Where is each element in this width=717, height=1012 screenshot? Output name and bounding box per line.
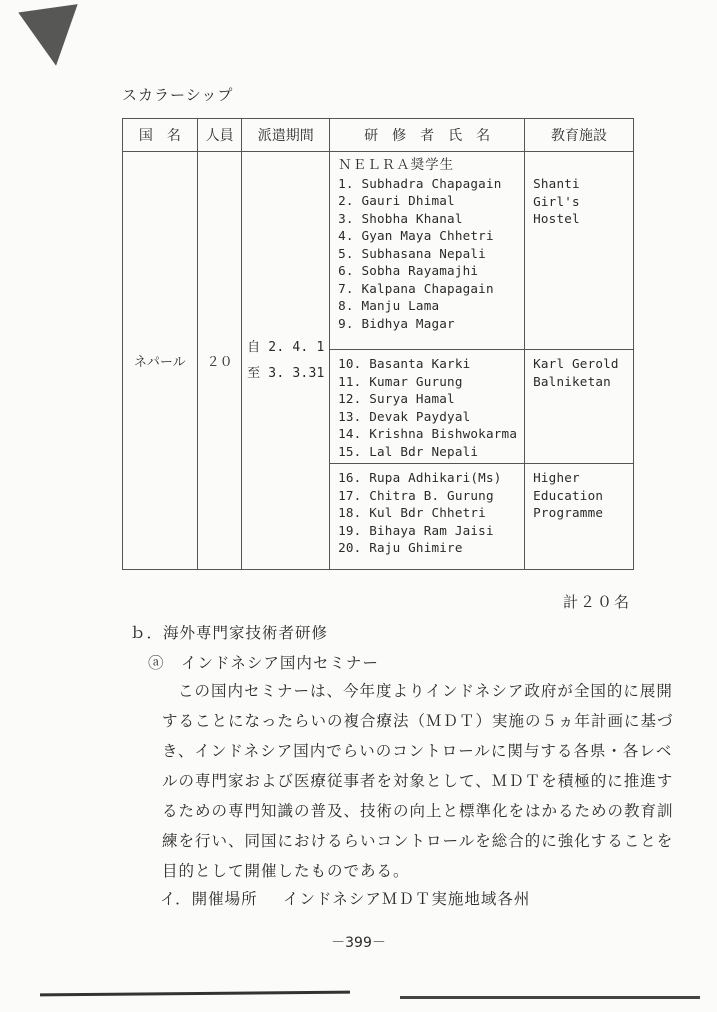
list-item: 6. Sobha Rayamajhi [338,263,479,278]
table-row [123,152,634,350]
header-period: 派遣期間 [242,119,330,152]
list-item: 3. Shobha Khanal [338,210,463,226]
list-item: 12. Surya Hamal [338,391,455,406]
institution-line: Shanti [533,176,580,191]
header-institution: 教育施設 [525,119,634,152]
institution-cell [525,464,634,570]
paragraph-line: ルの専門家および医療従事者を対象として、ＭＤＴを積極的に推進す [162,772,674,790]
total-count: 計２０名 [562,593,631,611]
list-item: 5. Subhasana Nepali [338,245,486,261]
list-item: 15. Lal Bdr Nepali [338,443,479,459]
header-names: 研 修 者 氏 名 [330,119,525,152]
section-title: スカラーシップ [122,86,234,104]
list-item: 2. Gauri Dhimal [338,193,455,208]
corner-scan-mark [18,4,85,70]
list-item: 8. Manju Lama [338,298,440,313]
names-cell [330,152,525,350]
institution-line: Karl Gerold [533,356,619,371]
institution-line: Girl's [533,193,580,209]
list-item: 4. Gyan Maya Chhetri [338,228,494,243]
bottom-scan-line-right [400,996,700,999]
heading-a: ⓐ インドネシア国内セミナー [148,654,379,672]
paragraph-line: 練を行い、同国におけるらいコントロールを総合的に強化することを [162,832,674,850]
list-item: 17. Chitra B. Gurung [338,487,494,503]
period-from: 自 2. 4. 1 [247,339,325,355]
period-to: 至 3. 3.31 [247,365,325,381]
institution-line: Education [533,487,604,503]
list-item: 19. Bihaya Ram Jaisi [338,522,494,538]
paragraph-line: 目的として開催したものである。 [162,862,410,880]
institution-cell [525,350,634,464]
institution-cell [525,152,634,350]
list-item: 1. Subhadra Chapagain [338,175,502,191]
names-cell [330,464,525,570]
group-title: ＮＥＬＲＡ奨学生 [338,157,455,173]
venue-value: インドネシアＭＤＴ実施地域各州 [283,890,531,908]
count-cell [197,152,242,570]
period-cell [242,152,330,570]
paragraph-line: き、インドネシア国内でらいのコントロールに関与する各県・各レベ [162,742,673,760]
table-header-row [123,119,634,152]
list-item: 7. Kalpana Chapagain [338,280,494,296]
venue-label: イ．開催場所 [160,890,258,908]
page-number: －399－ [331,935,386,951]
country-name: ネパール [134,355,186,370]
paragraph-line: るための専門知識の普及、技術の向上と標準化をはかるための教育訓 [162,802,674,820]
country-cell [123,152,198,570]
list-item: 13. Devak Paydyal [338,408,471,424]
bottom-scan-line-left [40,991,350,997]
list-item: 18. Kul Bdr Chhetri [338,505,486,520]
institution-line: Programme [533,505,604,520]
list-item: 20. Raju Ghimire [338,540,463,555]
trainee-count: ２０ [206,355,233,370]
header-country: 国 名 [123,119,198,152]
scholarship-table [122,118,634,570]
institution-line: Balniketan [533,373,611,389]
paragraph-line: することになったらいの複合療法（ＭＤＴ）実施の５ヵ年計画に基づ [162,712,674,730]
heading-b: ｂ．海外専門家技術者研修 [130,624,329,642]
list-item: 10. Basanta Karki [338,356,471,371]
names-cell [330,350,525,464]
institution-line: Hostel [533,211,580,226]
paragraph-line: この国内セミナーは、今年度よりインドネシア政府が全国的に展開 [178,682,673,700]
list-item: 11. Kumar Gurung [338,373,463,389]
header-count: 人員 [197,119,242,152]
list-item: 16. Rupa Adhikari(Ms) [338,470,502,485]
list-item: 14. Krishna Bishwokarma [338,426,518,441]
institution-line: Higher [533,470,580,485]
list-item: 9. Bidhya Magar [338,315,455,331]
